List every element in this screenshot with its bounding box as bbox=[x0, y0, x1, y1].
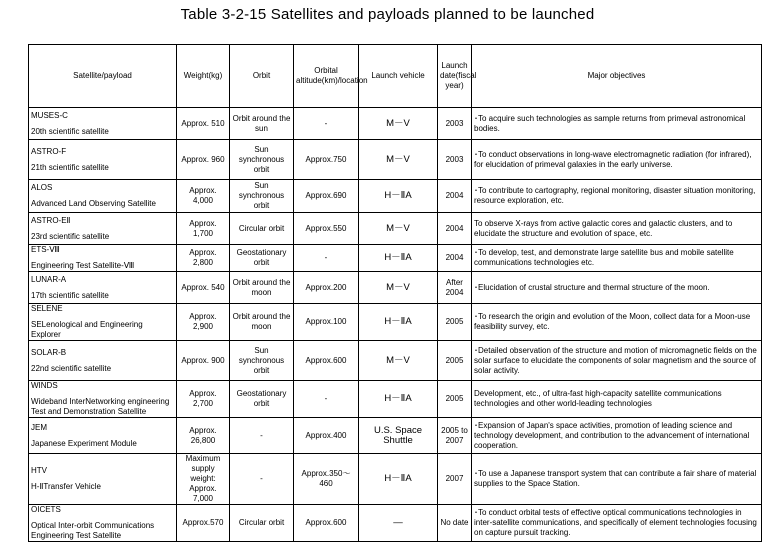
launch-date-cell: 2005 to 2007 bbox=[438, 418, 472, 454]
table-row bbox=[29, 381, 762, 418]
launch-vehicle-cell: U.S. Space Shuttle bbox=[359, 418, 438, 454]
satellite-description: Wideband InterNetworking engineering Test and Demonstration Satellite bbox=[31, 397, 170, 416]
objectives-cell: ･To conduct observations in long-wave electromagnetic radiation (for infrared), for elucidation of primeval galaxies in the early universe. bbox=[472, 140, 762, 180]
table-row bbox=[29, 418, 762, 454]
satellite-description: 22nd scientific satellite bbox=[31, 363, 112, 373]
altitude-cell: Approx.550 bbox=[294, 213, 359, 245]
satellite-name: ASTRO-EⅡ bbox=[31, 215, 71, 225]
launch-date-cell: 2005 bbox=[438, 381, 472, 418]
launch-date-cell: 2004 bbox=[438, 213, 472, 245]
orbit-cell: Orbit around the sun bbox=[230, 108, 294, 140]
satellite-description: 17th scientific satellite bbox=[31, 290, 109, 300]
weight-cell: Approx. 960 bbox=[177, 140, 230, 180]
header-orbit: Orbit bbox=[230, 45, 294, 108]
altitude-cell: Approx.750 bbox=[294, 140, 359, 180]
weight-cell: Approx. 2,800 bbox=[177, 245, 230, 272]
satellite-name: MUSES-C bbox=[31, 110, 68, 120]
launch-date-cell: 2003 bbox=[438, 140, 472, 180]
weight-cell: Approx. 540 bbox=[177, 272, 230, 304]
satellite-description: 21th scientific satellite bbox=[31, 162, 109, 172]
satellite-description: Japanese Experiment Module bbox=[31, 438, 137, 448]
table-row bbox=[29, 505, 762, 542]
launch-vehicle-cell: H－ⅡA bbox=[359, 180, 438, 213]
objectives-cell: ･To develop, test, and demonstrate large satellite bus and mobile satellite communications technologies etc. bbox=[472, 245, 762, 272]
header-row bbox=[29, 45, 762, 108]
orbit-cell: Circular orbit bbox=[230, 505, 294, 542]
satellite-name: LUNAR-A bbox=[31, 274, 67, 284]
table-row bbox=[29, 108, 762, 140]
weight-cell: Approx. 26,800 bbox=[177, 418, 230, 454]
launch-vehicle-cell: H－ⅡA bbox=[359, 304, 438, 341]
table-row bbox=[29, 341, 762, 381]
header-altitude: Orbital altitude(km)/location bbox=[294, 45, 359, 108]
launch-date-cell: 2003 bbox=[438, 108, 472, 140]
altitude-cell: Approx.100 bbox=[294, 304, 359, 341]
satellite-name: SELENE bbox=[31, 304, 63, 313]
launch-vehicle-cell: M－V bbox=[359, 140, 438, 180]
launch-vehicle-cell: M－V bbox=[359, 341, 438, 381]
satellite-name: SOLAR-B bbox=[31, 347, 67, 357]
satellite-name: ETS-Ⅷ bbox=[31, 245, 60, 254]
altitude-cell: Approx.200 bbox=[294, 272, 359, 304]
weight-cell: Approx. 900 bbox=[177, 341, 230, 381]
satellites-table bbox=[28, 44, 762, 542]
objectives-cell: ･To acquire such technologies as sample returns from primeval astronomical bodies. bbox=[472, 108, 762, 140]
satellite-cell bbox=[29, 108, 177, 140]
satellite-cell bbox=[29, 140, 177, 180]
orbit-cell: Geostationary orbit bbox=[230, 245, 294, 272]
objectives-cell: ･To conduct orbital tests of effective optical communications technologies in inter-satellite communications, and specifically of element technologies focusing on capture pursuit tracking. bbox=[472, 505, 762, 542]
satellite-cell bbox=[29, 381, 177, 418]
satellite-cell bbox=[29, 180, 177, 213]
satellite-description: Advanced Land Observing Satellite bbox=[31, 199, 156, 208]
satellite-cell bbox=[29, 454, 177, 505]
objectives-cell: ･Elucidation of crustal structure and thermal structure of the moon. bbox=[472, 272, 762, 304]
satellite-description: Optical Inter-orbit Communications Engineering Test Satellite bbox=[31, 521, 155, 540]
altitude-cell: Approx.690 bbox=[294, 180, 359, 213]
satellite-cell bbox=[29, 418, 177, 454]
satellite-name: ALOS bbox=[31, 183, 53, 192]
launch-vehicle-cell: ― bbox=[359, 505, 438, 542]
launch-vehicle-cell: M－V bbox=[359, 213, 438, 245]
launch-vehicle-cell: H－ⅡA bbox=[359, 245, 438, 272]
launch-date-cell: 2005 bbox=[438, 304, 472, 341]
launch-vehicle-cell: M－V bbox=[359, 272, 438, 304]
objectives-cell: Development, etc., of ultra-fast high-capacity satellite communications technologies and other world-leading technologies bbox=[472, 381, 762, 418]
altitude-cell: Approx.600 bbox=[294, 341, 359, 381]
satellite-cell bbox=[29, 304, 177, 341]
altitude-cell: Approx.400 bbox=[294, 418, 359, 454]
weight-cell: Maximum supply weight: Approx. 7,000 bbox=[177, 454, 230, 505]
table-row bbox=[29, 272, 762, 304]
orbit-cell: - bbox=[230, 454, 294, 505]
table-title: Table 3-2-15 Satellites and payloads planned to be launched bbox=[180, 6, 595, 23]
weight-cell: Approx. 2,900 bbox=[177, 304, 230, 341]
launch-date-cell: No date bbox=[438, 505, 472, 542]
header-satellite: Satellite/payload bbox=[29, 45, 177, 108]
altitude-cell: Approx.600 bbox=[294, 505, 359, 542]
satellite-name: OICETS bbox=[31, 505, 61, 514]
orbit-cell: Circular orbit bbox=[230, 213, 294, 245]
weight-cell: Approx.570 bbox=[177, 505, 230, 542]
satellite-name: ASTRO-F bbox=[31, 146, 67, 156]
header-date: Launch date(fiscal year) bbox=[438, 45, 472, 108]
launch-date-cell: 2004 bbox=[438, 180, 472, 213]
objectives-cell: ･To research the origin and evolution of the Moon, collect data for a Moon-use feasibility survey, etc. bbox=[472, 304, 762, 341]
launch-vehicle-cell: H－ⅡA bbox=[359, 454, 438, 505]
weight-cell: Approx. 4,000 bbox=[177, 180, 230, 213]
orbit-cell: Orbit around the moon bbox=[230, 272, 294, 304]
objectives-cell: To observe X-rays from active galactic cores and galactic clusters, and to elucidate the structure and evolution of space, etc. bbox=[472, 213, 762, 245]
satellite-description: 20th scientific satellite bbox=[31, 126, 109, 136]
launch-date-cell: After 2004 bbox=[438, 272, 472, 304]
table-row bbox=[29, 454, 762, 505]
objectives-cell: ･To contribute to cartography, regional monitoring, disaster situation monitoring, resource exploration, etc. bbox=[472, 180, 762, 213]
launch-date-cell: 2007 bbox=[438, 454, 472, 505]
table-body bbox=[29, 108, 762, 542]
table-row bbox=[29, 304, 762, 341]
satellite-name: HTV bbox=[31, 466, 47, 475]
orbit-cell: Geostationary orbit bbox=[230, 381, 294, 418]
launch-date-cell: 2005 bbox=[438, 341, 472, 381]
objectives-cell: ･To use a Japanese transport system that can contribute a fair share of material supplies to the Space Station. bbox=[472, 454, 762, 505]
weight-cell: Approx. 2,700 bbox=[177, 381, 230, 418]
weight-cell: Approx. 1,700 bbox=[177, 213, 230, 245]
satellite-description: 23rd scientific satellite bbox=[31, 231, 110, 241]
orbit-cell: - bbox=[230, 418, 294, 454]
launch-date-cell: 2004 bbox=[438, 245, 472, 272]
altitude-cell: Approx.350～460 bbox=[294, 454, 359, 505]
objectives-cell: ･Detailed observation of the structure and motion of micromagnetic fields on the solar surface to elucidate the components of solar magnetism and the source of solar activity. bbox=[472, 341, 762, 381]
satellite-cell bbox=[29, 245, 177, 272]
altitude-cell: - bbox=[294, 245, 359, 272]
altitude-cell: - bbox=[294, 108, 359, 140]
satellite-description: H-ⅡTransfer Vehicle bbox=[31, 482, 101, 491]
orbit-cell: Orbit around the moon bbox=[230, 304, 294, 341]
header-vehicle: Launch vehicle bbox=[359, 45, 438, 108]
orbit-cell: Sun synchronous orbit bbox=[230, 341, 294, 381]
orbit-cell: Sun synchronous orbit bbox=[230, 180, 294, 213]
altitude-cell: - bbox=[294, 381, 359, 418]
satellite-cell bbox=[29, 213, 177, 245]
orbit-cell: Sun synchronous orbit bbox=[230, 140, 294, 180]
satellite-cell bbox=[29, 505, 177, 542]
table-row bbox=[29, 245, 762, 272]
header-objectives: Major objectives bbox=[472, 45, 762, 108]
weight-cell: Approx. 510 bbox=[177, 108, 230, 140]
table-row bbox=[29, 213, 762, 245]
satellite-description: SELenological and Engineering Explorer bbox=[31, 320, 143, 339]
header-weight: Weight(kg) bbox=[177, 45, 230, 108]
table-row bbox=[29, 180, 762, 213]
launch-vehicle-cell: H－ⅡA bbox=[359, 381, 438, 418]
satellite-cell bbox=[29, 272, 177, 304]
satellite-name: JEM bbox=[31, 422, 47, 432]
table-row bbox=[29, 140, 762, 180]
satellite-cell bbox=[29, 341, 177, 381]
launch-vehicle-cell: M－V bbox=[359, 108, 438, 140]
satellite-name: WINDS bbox=[31, 381, 58, 390]
objectives-cell: ･Expansion of Japan's space activities, promotion of leading science and technology development, and contribution to the advancement of international cooperation. bbox=[472, 418, 762, 454]
satellite-description: Engineering Test Satellite-Ⅷ bbox=[31, 261, 135, 270]
